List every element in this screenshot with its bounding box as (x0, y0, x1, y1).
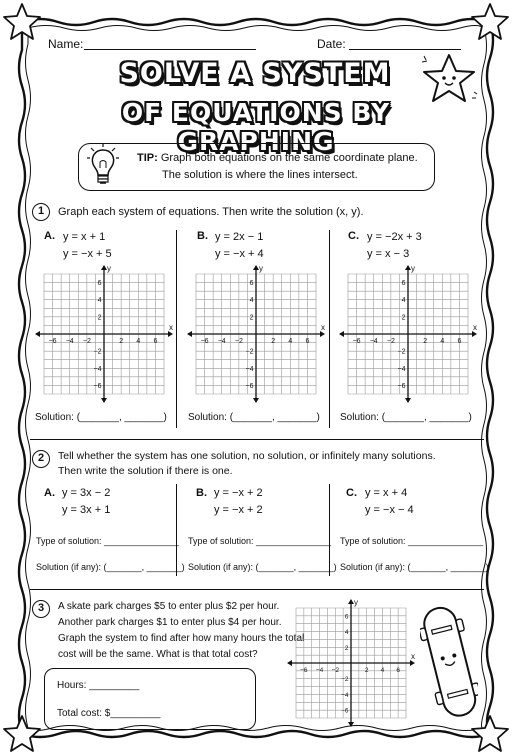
divider (329, 230, 330, 428)
x-tick-label: −2 (82, 338, 91, 345)
equation-2: y = −x + 5 (63, 248, 112, 260)
equation-1: y = 3x − 2 (62, 487, 111, 499)
y-tick-label: −2 (341, 676, 349, 684)
x-tick-label: 2 (364, 667, 369, 674)
name-field[interactable] (84, 38, 256, 50)
equation-2: y = −x − 4 (365, 504, 414, 516)
y-tick-label: −6 (245, 382, 254, 390)
y-tick-label: 4 (344, 629, 349, 637)
hours-field[interactable]: Hours: _________ (57, 680, 140, 691)
x-axis-label: x (411, 652, 415, 661)
y-tick-label: −6 (341, 707, 349, 715)
x-axis-label: x (473, 323, 477, 332)
x-tick-label: −6 (200, 338, 209, 345)
x-tick-label: 6 (305, 338, 310, 345)
title-line-1: SOLVE A SYSTEM (119, 58, 391, 89)
y-tick-label: 6 (97, 280, 102, 288)
x-tick-label: −4 (65, 338, 74, 345)
equation-2: y = x − 3 (367, 248, 410, 260)
x-tick-label: −2 (386, 338, 395, 345)
equation-1: y = −x + 2 (214, 487, 263, 499)
problem-letter: A. (44, 487, 55, 499)
answer-box (44, 668, 256, 730)
x-tick-label: 6 (396, 667, 400, 674)
y-tick-label: 2 (249, 314, 254, 322)
y-tick-label: −2 (397, 348, 406, 356)
x-axis-arrow (35, 331, 40, 337)
problem-letter: C. (348, 230, 359, 242)
equation-1: y = −2x + 3 (367, 231, 422, 243)
y-tick-label: 6 (249, 280, 254, 288)
x-tick-label: 4 (440, 338, 445, 345)
word-problem-line: Another park charges $1 to enter plus $4 per hour. (58, 617, 282, 628)
tip-line-2: The solution is where the lines intersect. (162, 169, 358, 181)
solution-field[interactable]: Solution (if any): (_______, _______) (340, 562, 489, 572)
type-of-solution-field[interactable]: Type of solution: _______________ (340, 536, 484, 546)
word-problem-line: cost will be the same. What is that total cost? (58, 649, 258, 660)
y-tick-label: 4 (401, 297, 406, 305)
solution-field[interactable]: Solution: (_______, _______) (35, 412, 167, 423)
name-label: Name: (48, 37, 84, 51)
section-divider (30, 589, 484, 590)
y-tick-label: 6 (401, 280, 406, 288)
x-tick-label: −2 (234, 338, 243, 345)
section-3-number: 3 (32, 600, 50, 618)
problem-letter: B. (196, 487, 207, 499)
x-tick-label: −6 (352, 338, 361, 345)
total-cost-field[interactable]: Total cost: $_________ (57, 708, 161, 719)
y-tick-label: −4 (93, 365, 102, 373)
word-problem-line: A skate park charges $5 to enter plus $2 per hour. (58, 601, 280, 612)
x-tick-label: 2 (119, 338, 124, 345)
section-2-instruction-line-2: Then write the solution if there is one. (58, 465, 233, 477)
date-field[interactable] (349, 38, 461, 50)
x-tick-label: −6 (48, 338, 57, 345)
coordinate-grid[interactable] (338, 264, 478, 404)
x-axis-arrow (187, 331, 192, 337)
coordinate-grid[interactable] (186, 264, 326, 404)
y-tick-label: −4 (341, 691, 349, 699)
title-line-2: OF EQUATIONS BY GRAPHING (121, 98, 391, 156)
word-problem (58, 599, 304, 663)
equation-2: y = 3x + 1 (62, 504, 111, 516)
coordinate-grid[interactable] (286, 598, 416, 728)
y-tick-label: −4 (245, 365, 254, 373)
y-tick-label: −6 (93, 382, 102, 390)
problem-letter: B. (197, 230, 208, 242)
section-1-instruction: Graph each system of equations. Then write the solution (x, y). (58, 206, 364, 218)
x-tick-label: 2 (423, 338, 428, 345)
tip-line-1: Graph both equations on the same coordinate plane. (160, 152, 418, 164)
problem-letter: C. (346, 487, 357, 499)
solution-field[interactable]: Solution: (_______, _______) (188, 412, 320, 423)
x-tick-label: 2 (271, 338, 276, 345)
y-tick-label: −4 (397, 365, 406, 373)
y-axis-label: y (107, 264, 111, 273)
type-of-solution-field[interactable]: Type of solution: _______________ (36, 536, 180, 546)
y-axis-label: y (354, 598, 358, 607)
y-axis-arrow (348, 722, 354, 727)
section-divider (30, 439, 484, 440)
y-axis-arrow (253, 398, 259, 403)
date-label: Date: (317, 37, 346, 51)
section-2-number: 2 (32, 450, 50, 468)
equation-1: y = x + 1 (63, 231, 106, 243)
y-tick-label: 2 (97, 314, 102, 322)
y-tick-label: 2 (344, 644, 349, 652)
y-tick-label: 4 (249, 297, 254, 305)
x-axis-label: x (169, 323, 173, 332)
y-tick-label: 6 (344, 613, 349, 621)
x-axis-arrow (339, 331, 344, 337)
y-axis-label: y (259, 264, 263, 273)
x-tick-label: 6 (153, 338, 158, 345)
x-tick-label: −4 (369, 338, 378, 345)
x-tick-label: −4 (217, 338, 226, 345)
x-tick-label: −6 (300, 667, 308, 674)
equation-2: y = −x + 4 (215, 248, 264, 260)
divider (176, 230, 177, 428)
x-tick-label: 4 (136, 338, 141, 345)
problem-letter: A. (44, 230, 55, 242)
coordinate-grid[interactable] (34, 264, 174, 404)
smiling-star-icon (420, 52, 478, 104)
y-tick-label: 2 (401, 314, 406, 322)
solution-field[interactable]: Solution (if any): (_______, _______) (188, 562, 337, 572)
y-axis-arrow (101, 398, 107, 403)
equation-1: y = x + 4 (365, 487, 408, 499)
section-1-number: 1 (32, 203, 50, 221)
x-tick-label: 4 (380, 667, 385, 674)
word-problem-line: Graph the system to find after how many hours the total (58, 633, 305, 644)
x-axis-arrow (287, 660, 292, 666)
equation-2: y = −x + 2 (214, 504, 263, 516)
solution-field[interactable]: Solution (if any): (_______, _______) (36, 562, 185, 572)
y-tick-label: −2 (93, 348, 102, 356)
y-tick-label: −6 (397, 382, 406, 390)
solution-field[interactable]: Solution: (_______, _______) (340, 412, 472, 423)
y-axis-arrow (405, 398, 411, 403)
y-tick-label: 4 (97, 297, 102, 305)
x-axis-label: x (321, 323, 325, 332)
x-tick-label: 6 (457, 338, 462, 345)
y-tick-label: −2 (245, 348, 254, 356)
x-tick-label: −4 (315, 667, 324, 674)
type-of-solution-field[interactable]: Type of solution: _______________ (188, 536, 332, 546)
lightbulb-icon (86, 142, 120, 188)
tip-label: TIP: (137, 152, 158, 164)
equation-1: y = 2x − 1 (215, 231, 264, 243)
y-axis-label: y (411, 264, 415, 273)
skateboard-icon (420, 603, 478, 723)
x-tick-label: −2 (331, 667, 339, 674)
section-2-instruction-line-1: Tell whether the system has one solution, no solution, or infinitely many solutions. (58, 450, 436, 462)
x-tick-label: 4 (288, 338, 293, 345)
